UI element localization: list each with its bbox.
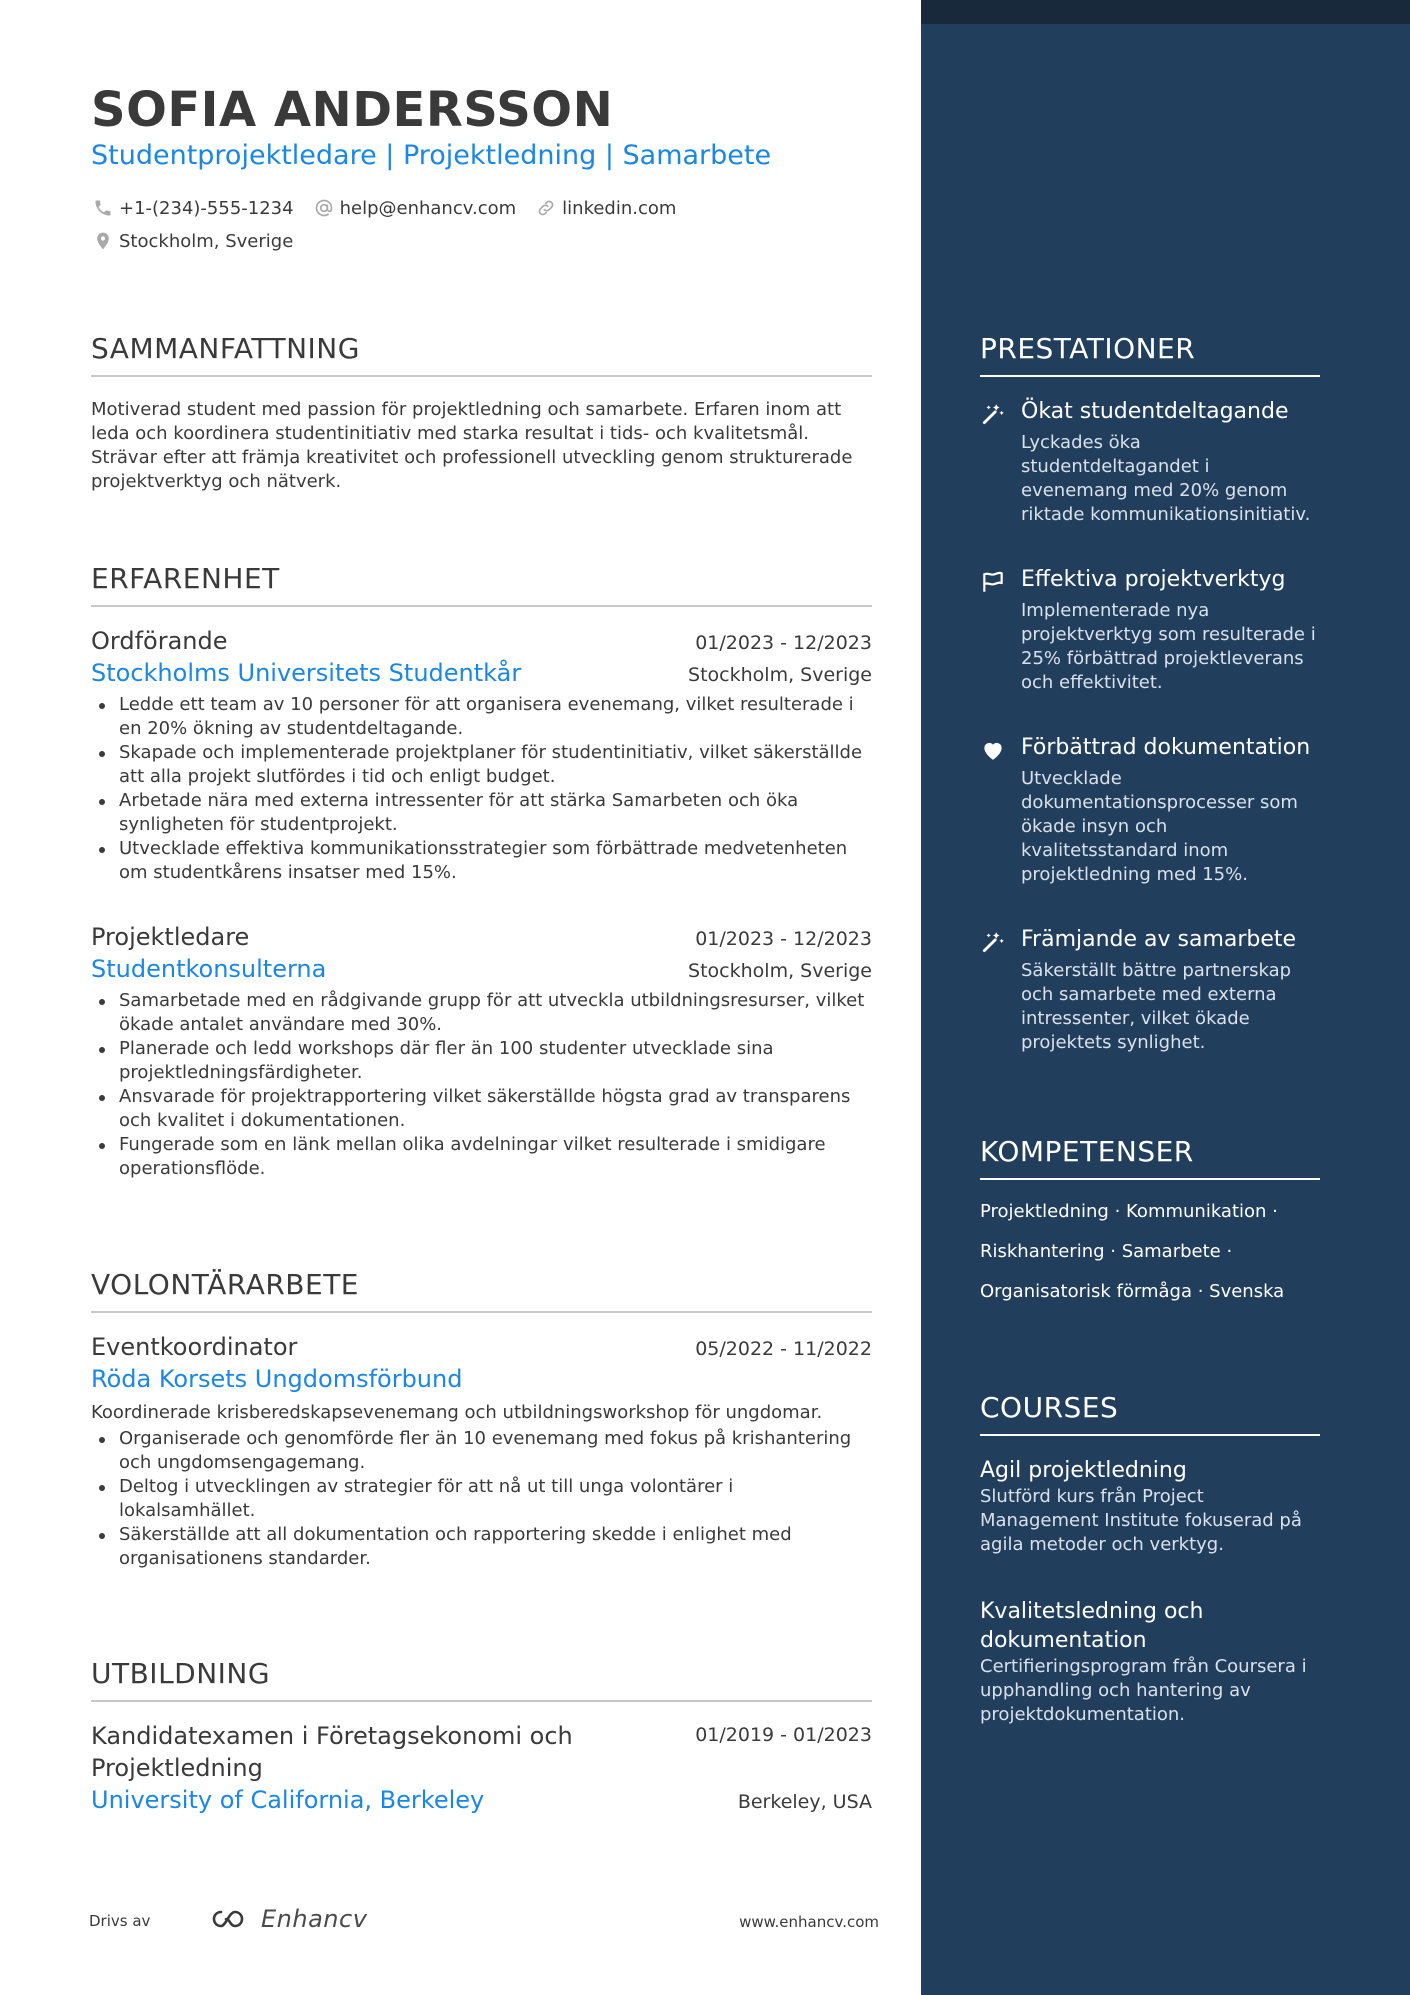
school-location: Berkeley, USA	[737, 1791, 872, 1813]
achievement-title: Förbättrad dokumentation	[1021, 735, 1311, 760]
linkedin-item[interactable]	[536, 198, 676, 219]
enhancv-logo-icon	[207, 1904, 255, 1934]
achievement-description: Säkerställt bättre partnerskap och samarbete med externa intressenter, vilket ökade projektets synlighet.	[1021, 960, 1292, 1053]
job-intro: Koordinerade krisberedskapsevenemang och utbildningsworkshop för ungdomar.	[91, 1402, 823, 1423]
education-section	[91, 1657, 872, 1816]
skills-list	[980, 1200, 1320, 1304]
enhancv-logo-text: Enhancv	[261, 1905, 368, 1933]
footer	[89, 1902, 879, 1942]
course-item	[980, 1456, 1320, 1557]
job-dates: 01/2023 - 12/2023	[695, 632, 872, 654]
job-bullets	[91, 989, 872, 1181]
course-title: Kvalitetsledning och dokumentation	[980, 1599, 1204, 1653]
job-organization: Studentkonsulterna	[91, 955, 327, 983]
job-dates: 01/2023 - 12/2023	[695, 928, 872, 950]
job-location: Stockholm, Sverige	[688, 960, 872, 982]
achievement-item	[980, 565, 1320, 695]
achievement-description: Implementerade nya projektverktyg som resulterade i 25% förbättrad projektleverans och effektivitet.	[1021, 600, 1316, 693]
courses-heading: COURSES	[980, 1391, 1320, 1436]
education-entry	[91, 1720, 872, 1816]
bullet: Skapade och implementerade projektplaner för studentinitiativ, vilket säkerställde att alla projekt slutfördes i tid och enligt budget.	[91, 741, 872, 789]
location-text: Stockholm, Sverige	[119, 230, 294, 252]
skills-section	[980, 1135, 1320, 1320]
job-entry	[91, 921, 872, 1181]
sidebar	[921, 0, 1410, 1995]
course-title: Agil projektledning	[980, 1458, 1187, 1483]
bullet: Utvecklade effektiva kommunikationsstrategier som förbättrade medvetenheten om studentkårens insatser med 15%.	[91, 837, 872, 885]
headline: Studentprojektledare | Projektledning | Samarbete	[91, 140, 772, 171]
job-title: Ordförande	[91, 627, 228, 655]
bullet: Samarbetade med en rådgivande grupp för att utveckla utbildningsresurser, vilket ökade antalet användare med 30%.	[91, 989, 872, 1037]
phone-icon	[93, 198, 113, 218]
degree	[91, 1720, 573, 1784]
bullet: Ledde ett team av 10 personer för att organisera evenemang, vilket resulterade i en 20% ökning av studentdeltagande.	[91, 693, 872, 741]
magic-wand-icon	[980, 401, 1008, 429]
link-icon	[536, 198, 556, 218]
summary-section	[91, 332, 872, 494]
job-bullets	[91, 693, 872, 885]
summary-heading: SAMMANFATTNING	[91, 332, 872, 377]
bullet: Arbetade nära med externa intressenter för att stärka Samarbeten och öka synligheten för studentprojekt.	[91, 789, 872, 837]
courses-section	[980, 1391, 1320, 1727]
email-text: help@enhancv.com	[339, 197, 517, 219]
bullet: Ansvarade för projektrapportering vilket säkerställde högsta grad av transparens och kvalitet i dokumentationen.	[91, 1085, 872, 1133]
bullet: Fungerade som en länk mellan olika avdelningar vilket resulterade i smidigare operationsflöde.	[91, 1133, 872, 1181]
heart-icon	[980, 737, 1008, 765]
candidate-name: SOFIA ANDERSSON	[91, 82, 614, 138]
linkedin-text: linkedin.com	[562, 197, 677, 219]
skill-line: Organisatorisk förmåga · Svenska	[980, 1281, 1285, 1302]
job-organization: Röda Korsets Ungdomsförbund	[91, 1365, 463, 1393]
volunteer-heading: VOLONTÄRARBETE	[91, 1268, 872, 1313]
job-entry	[91, 625, 872, 885]
experience-section	[91, 562, 872, 1181]
skills-heading: KOMPETENSER	[980, 1135, 1320, 1180]
job-title: Projektledare	[91, 923, 250, 951]
bullet: Planerade och ledd workshops där fler än 100 studenter utvecklade sina projektledningsfärdigheter.	[91, 1037, 872, 1085]
bullet: Organiserade och genomförde fler än 10 evenemang med fokus på krishantering och ungdomsengagemang.	[91, 1427, 872, 1475]
achievement-title: Främjande av samarbete	[1021, 927, 1297, 952]
volunteer-section	[91, 1268, 872, 1571]
sidebar-top-band	[921, 0, 1410, 24]
footer-website[interactable]: www.enhancv.com	[739, 1913, 879, 1931]
achievement-description: Lyckades öka studentdeltagandet i evenemang med 20% genom riktade kommunikationsinitiativ.	[1021, 432, 1311, 525]
location-pin-icon	[93, 231, 113, 251]
summary-text: Motiverad student med passion för projektledning och samarbete. Erfaren inom att leda och koordinera studentinitiativ med starka resultat i tids- och kvalitetsmål. Strävar efter att främja kreativitet och professionell utveckling genom strukturerade projektverktyg och nätverk.	[91, 399, 853, 492]
course-description: Slutförd kurs från Project Management Institute fokuserad på agila metoder och verktyg.	[980, 1486, 1302, 1555]
contact-info	[93, 196, 696, 262]
achievements-heading: PRESTATIONER	[980, 332, 1320, 377]
skill-line: Riskhantering · Samarbete ·	[980, 1241, 1233, 1262]
achievement-item	[980, 925, 1320, 1055]
at-icon	[314, 198, 334, 218]
course-item	[980, 1597, 1320, 1727]
achievement-description: Utvecklade dokumentationsprocesser som ökade insyn och kvalitetsstandard inom projektledning med 15%.	[1021, 768, 1298, 885]
job-title: Eventkoordinator	[91, 1333, 298, 1361]
job-entry	[91, 1331, 872, 1571]
skill-line: Projektledning · Kommunikation ·	[980, 1201, 1278, 1222]
flag-icon	[980, 569, 1008, 597]
location-item	[93, 231, 293, 252]
achievement-item	[980, 733, 1320, 887]
job-location: Stockholm, Sverige	[688, 664, 872, 686]
enhancv-logo[interactable]	[207, 1904, 367, 1934]
magic-wand-icon	[980, 929, 1008, 957]
phone-text: +1-(234)-555-1234	[119, 197, 294, 219]
job-organization: Stockholms Universitets Studentkår	[91, 659, 522, 687]
phone-item[interactable]	[93, 198, 294, 219]
achievement-item	[980, 397, 1320, 527]
job-bullets	[91, 1427, 872, 1571]
bullet: Säkerställde att all dokumentation och rapportering skedde i enlighet med organisationens standarder.	[91, 1523, 872, 1571]
education-heading: UTBILDNING	[91, 1657, 872, 1702]
degree-line: Projektledning	[91, 1754, 263, 1782]
degree-line: Kandidatexamen i Företagsekonomi och	[91, 1722, 573, 1750]
course-description: Certifieringsprogram från Coursera i upphandling och hantering av projektdokumentation.	[980, 1656, 1307, 1725]
powered-by-label: Drivs av	[89, 1912, 151, 1930]
bullet: Deltog i utvecklingen av strategier för att nå ut till unga volontärer i lokalsamhället.	[91, 1475, 872, 1523]
school-name: University of California, Berkeley	[91, 1786, 485, 1814]
job-dates: 05/2022 - 11/2022	[695, 1338, 872, 1360]
education-dates: 01/2019 - 01/2023	[695, 1724, 872, 1746]
achievement-title: Effektiva projektverktyg	[1021, 567, 1286, 592]
experience-heading: ERFARENHET	[91, 562, 872, 607]
achievement-title: Ökat studentdeltagande	[1021, 399, 1289, 424]
email-item[interactable]	[314, 198, 517, 219]
achievements-section	[980, 332, 1320, 1055]
